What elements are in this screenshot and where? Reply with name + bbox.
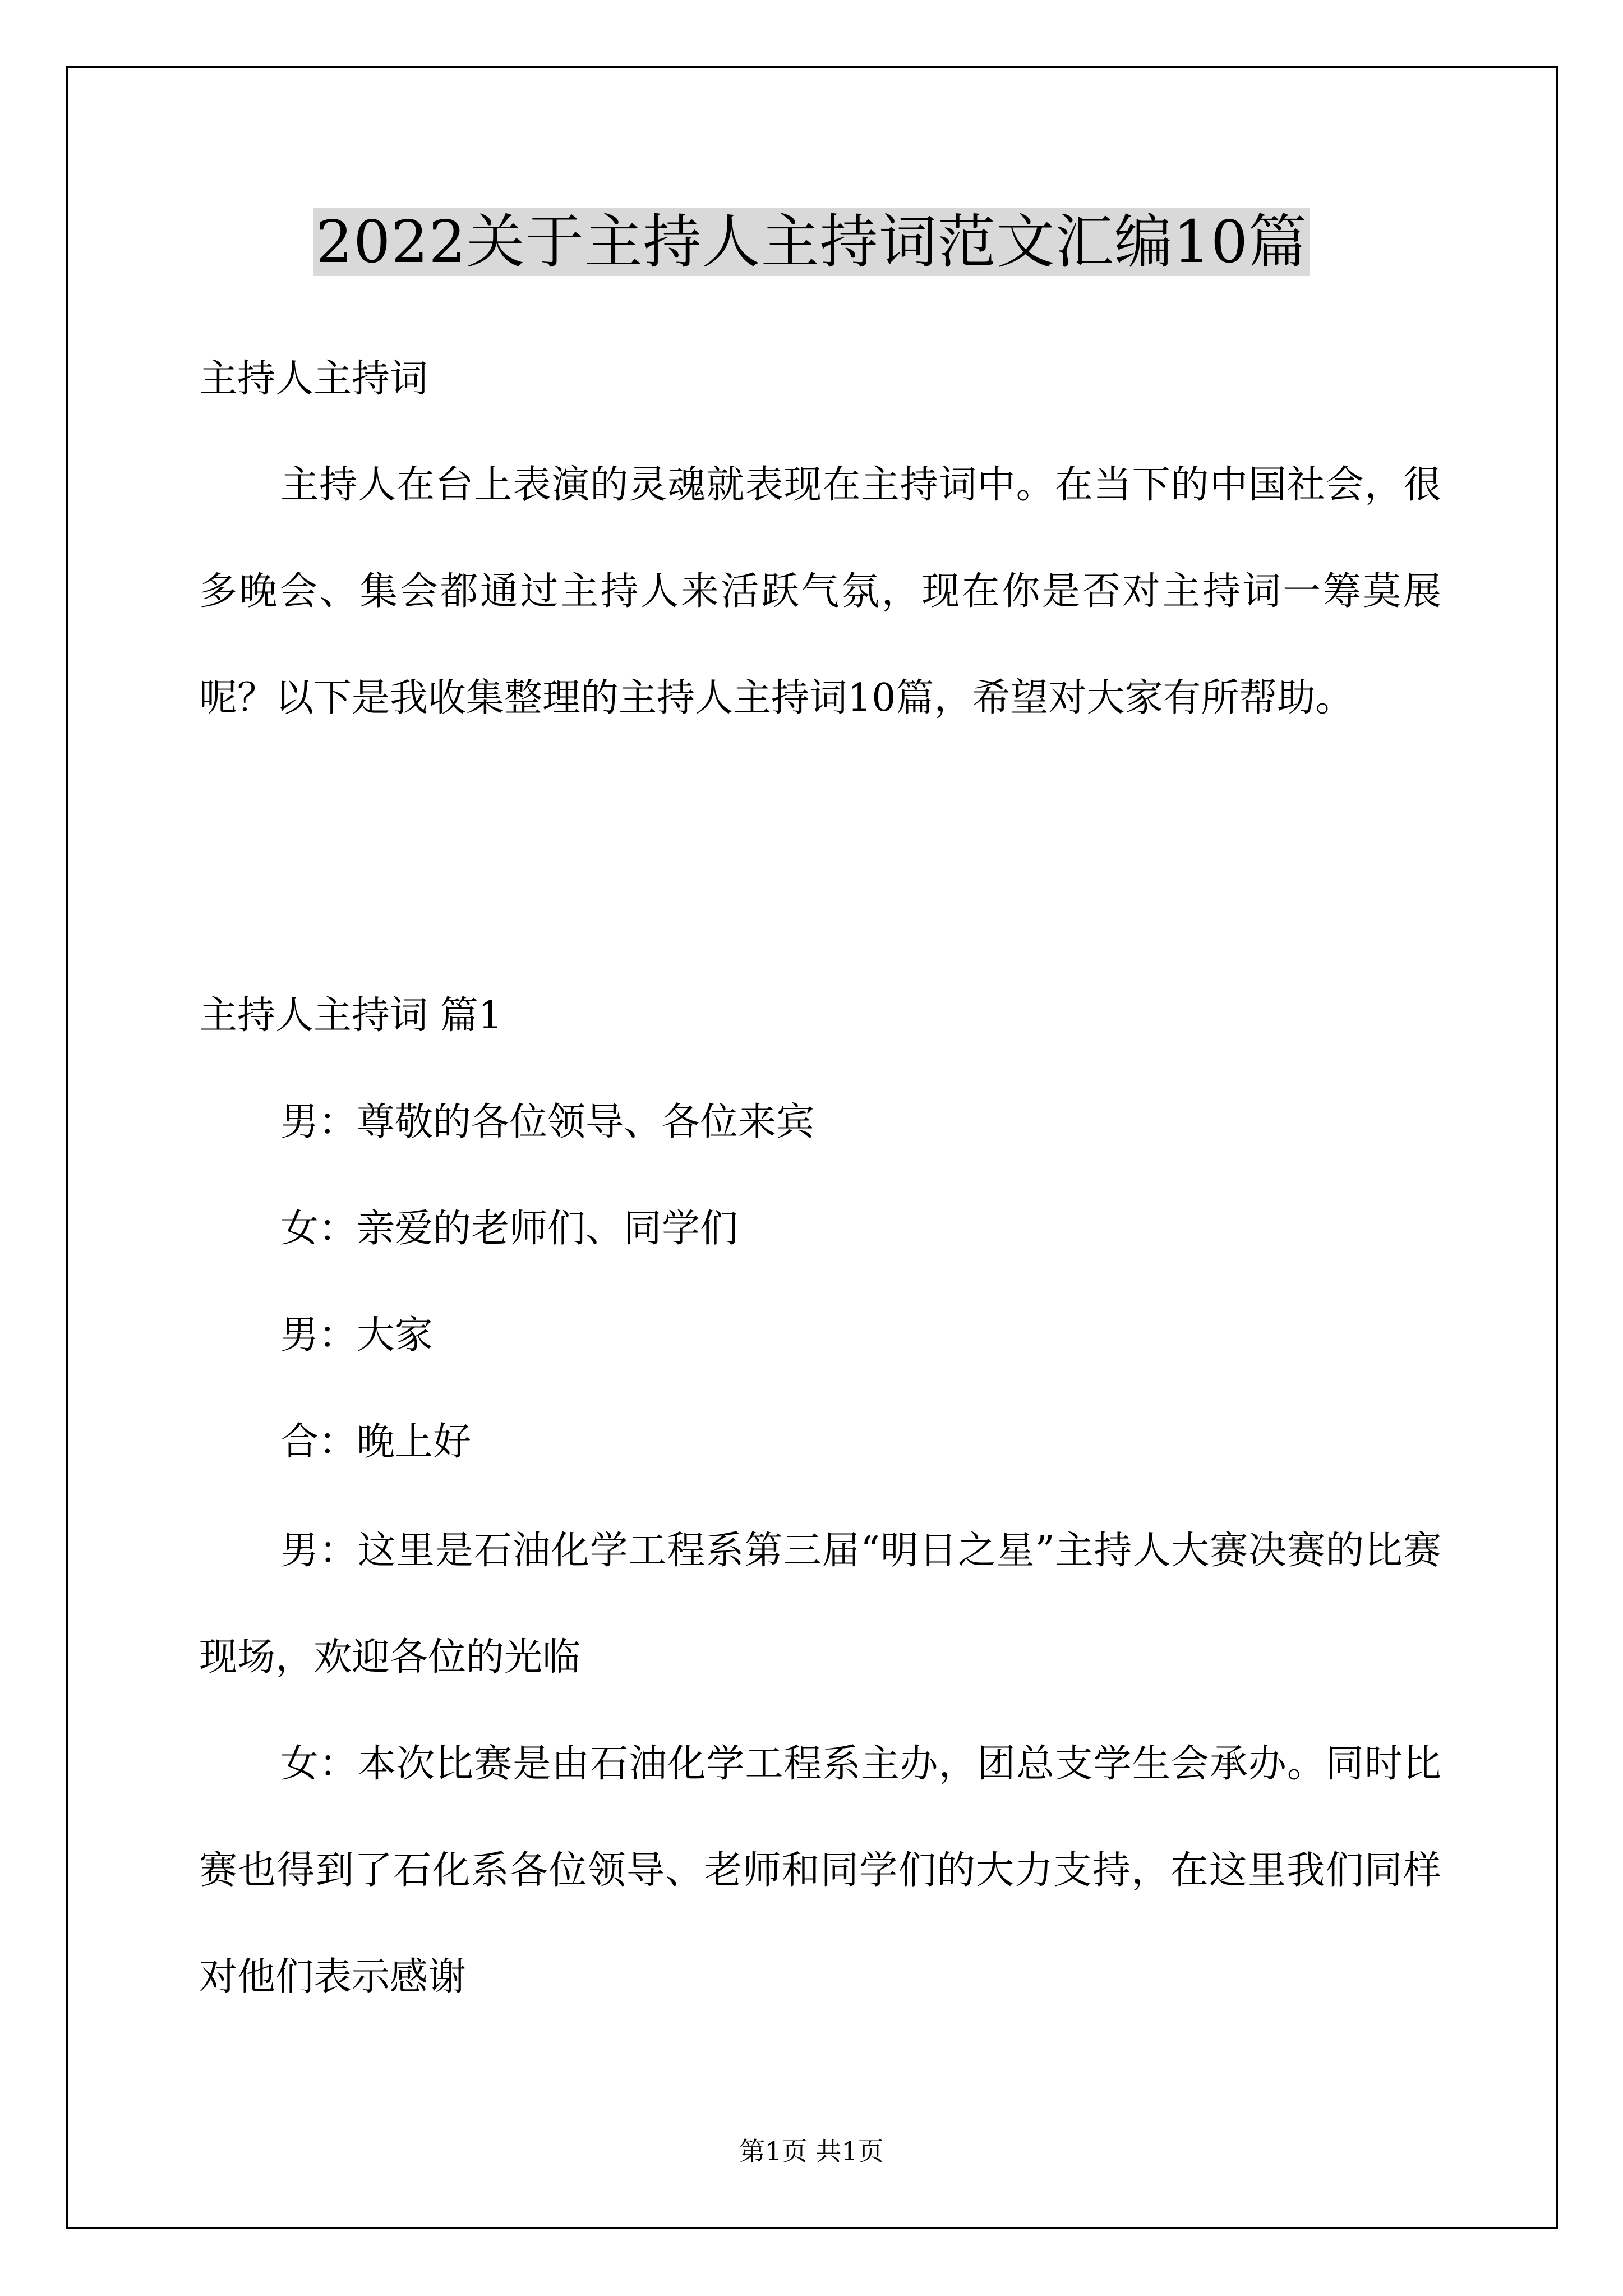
dialogue-paragraph: 男：这里是石油化学工程系第三届“明日之星”主持人大赛决赛的比赛现场，欢迎各位的光临 [199,1529,1441,1680]
section-heading: 主持人主持词 篇1 [199,993,502,1038]
dialogue-line: 合：晚上好 [280,1420,472,1464]
document-title-text: 2022关于主持人主持词范文汇编10篇 [313,208,1310,276]
intro-paragraph: 主持人在台上表演的灵魂就表现在主持词中。在当下的中国社会，很多晚会、集会都通过主持人来活跃气氛，现在你是否对主持词一筹莫展呢？以下是我收集整理的主持人主持词10篇，希望对大家有所帮助。 [199,463,1441,720]
dialogue-line: 男：大家 [280,1313,434,1358]
intro-heading: 主持人主持词 [199,357,428,401]
page-footer: 第1页 共1页 [739,2136,884,2166]
dialogue-line: 女：亲爱的老师们、同学们 [280,1207,739,1251]
document-title [0,200,1623,284]
dialogue-line: 男：尊敬的各位领导、各位来宾 [280,1100,815,1144]
dialogue-paragraph: 女：本次比赛是由石油化学工程系主办，团总支学生会承办。同时比赛也得到了石化系各位领导、老师和同学们的大力支持，在这里我们同样对他们表示感谢 [199,1742,1441,1999]
